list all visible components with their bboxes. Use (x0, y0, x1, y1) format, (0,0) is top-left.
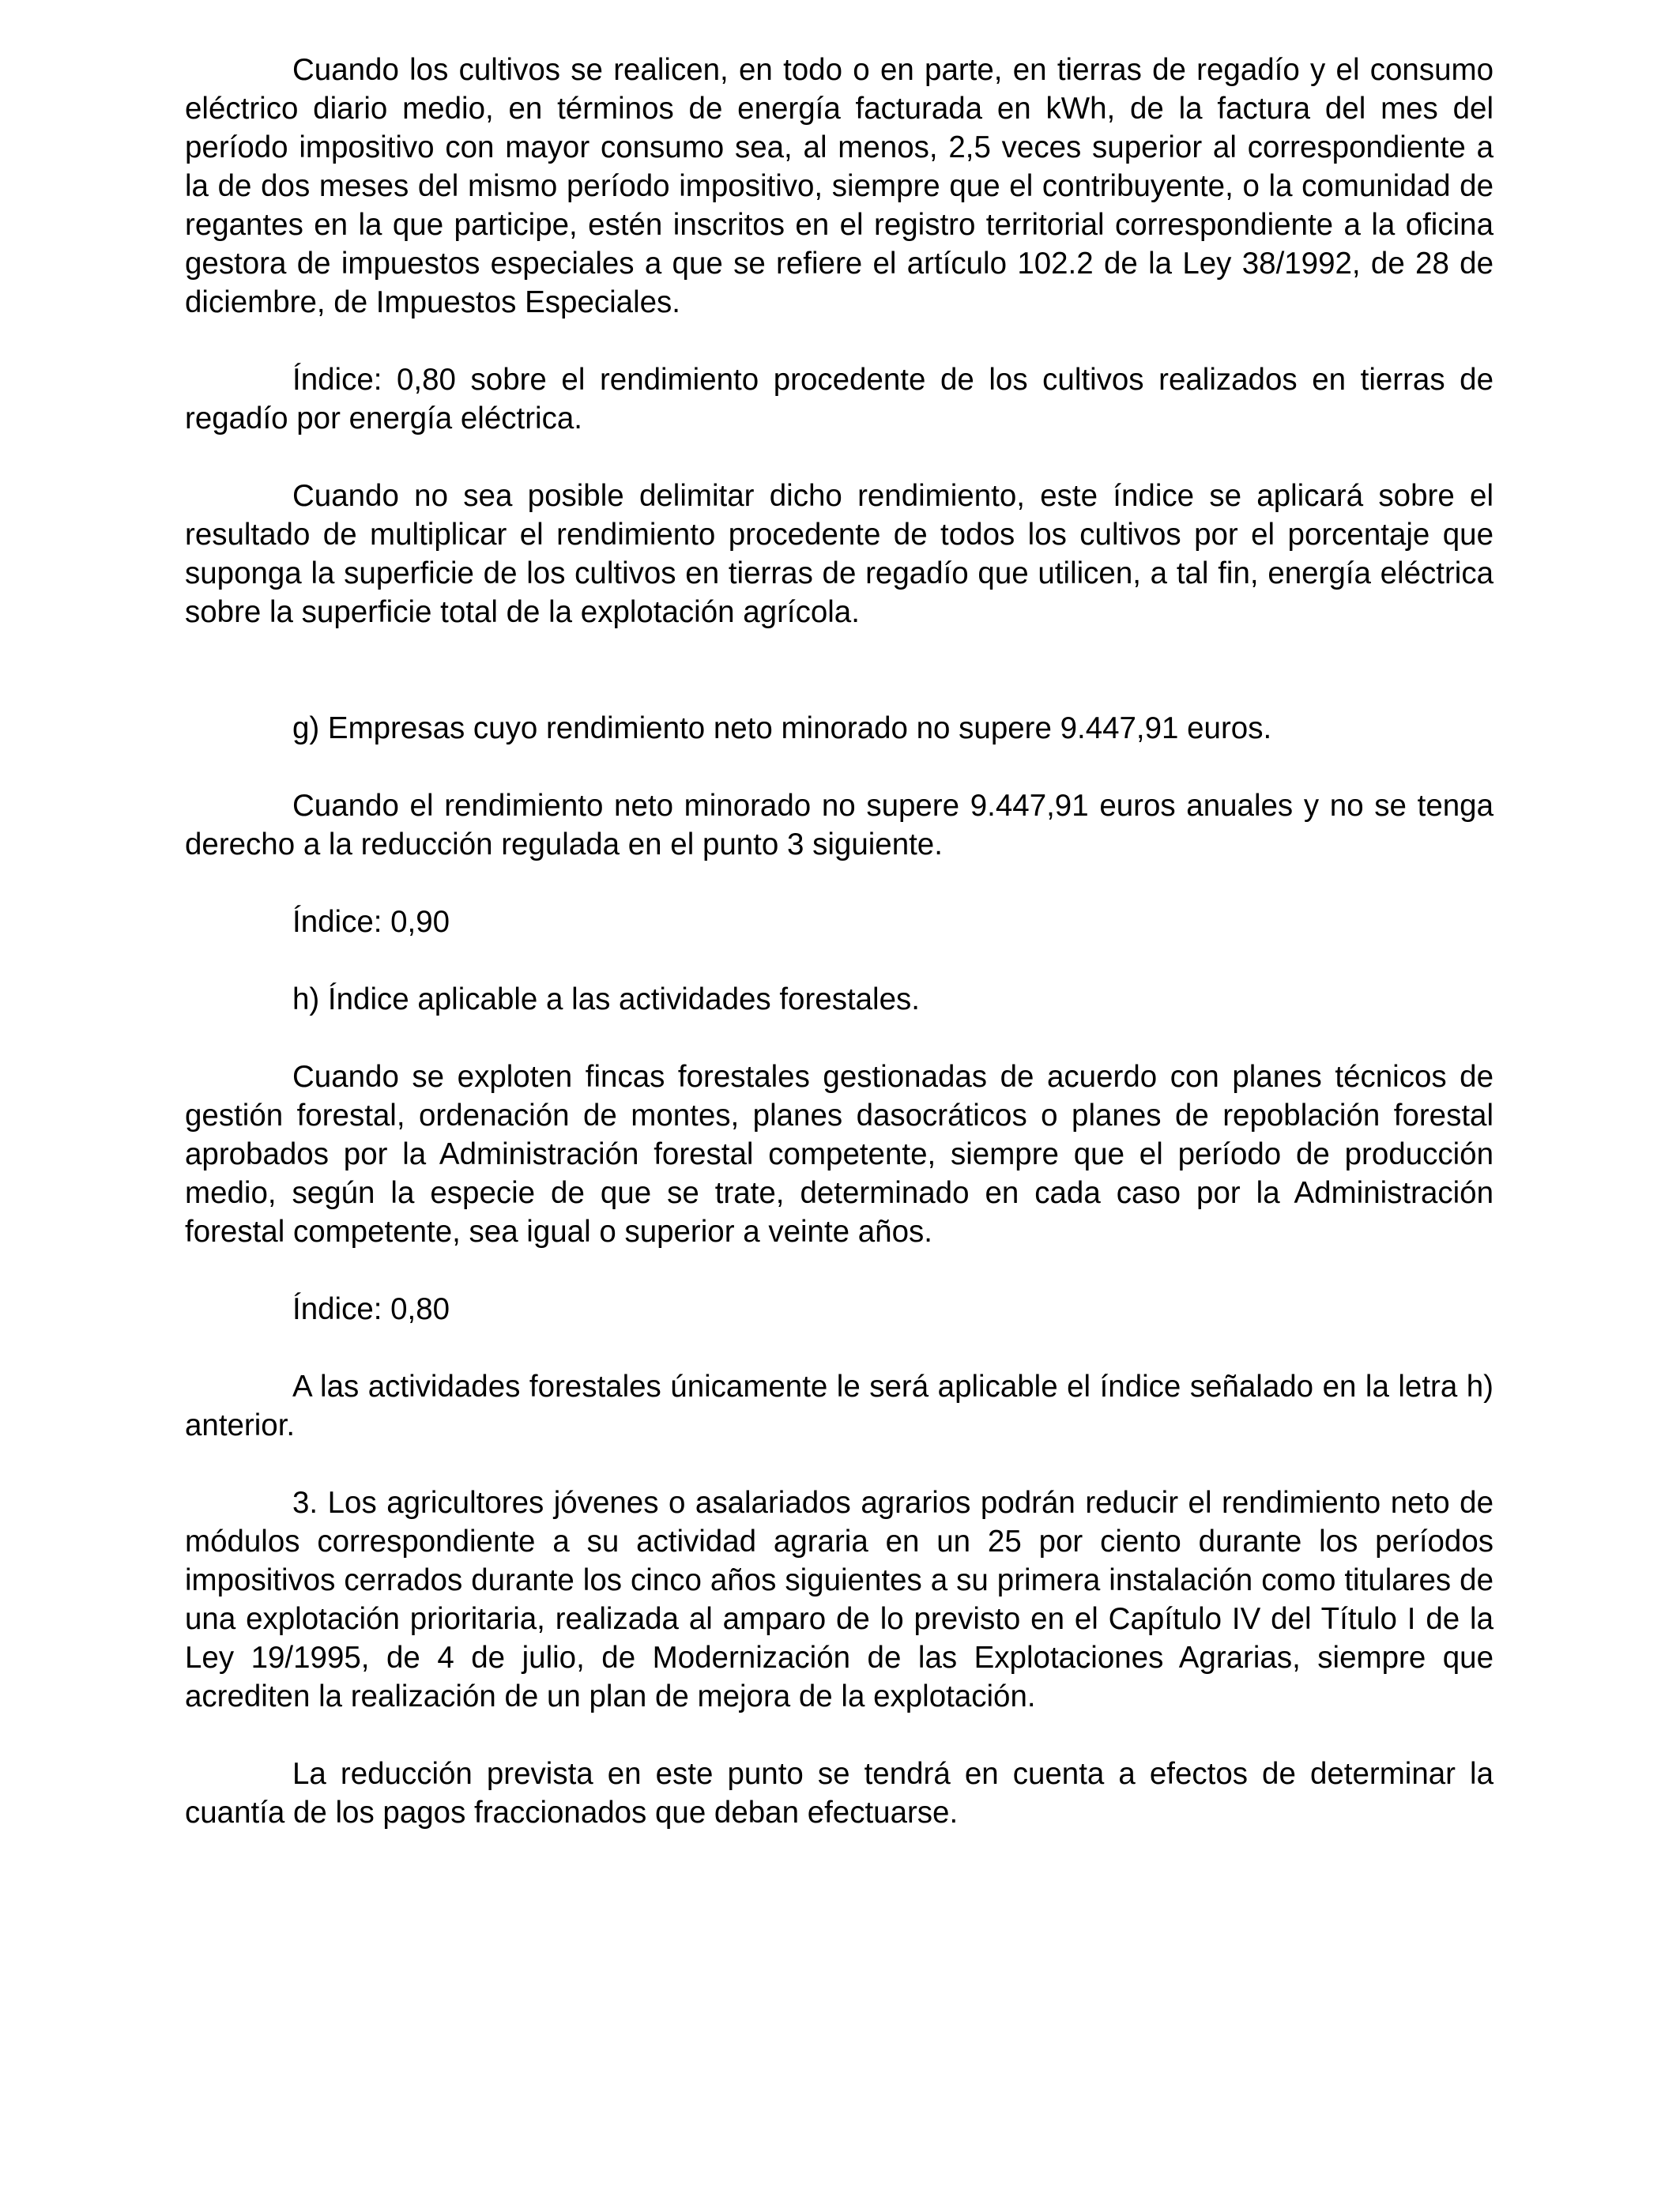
paragraph-fincas-forestales: Cuando se exploten fincas forestales gestionadas de acuerdo con planes técnicos de gestión forestal, ordenación de montes, planes dasocráticos o planes de repoblación forestal aprobados por la Administración forestal competente, siempre que el período de producción medio, según la especie de que se trate, determinado en cada caso por la Administración forestal competente, sea igual o superior a veinte años. (185, 1060, 1494, 1249)
paragraph-actividades-forestales: A las actividades forestales únicamente le será aplicable el índice señalado en la letra h) anterior. (185, 1370, 1494, 1442)
document-page (185, 51, 1494, 1871)
paragraph-rendimiento-neto: Cuando el rendimiento neto minorado no supere 9.447,91 euros anuales y no se tenga derecho a la reducción regulada en el punto 3 siguiente. (185, 789, 1494, 861)
indice-0-90: Índice: 0,90 (292, 905, 450, 939)
heading-g-empresas: g) Empresas cuyo rendimiento neto minorado no supere 9.447,91 euros. (292, 711, 1272, 745)
paragraph-indice-regadio: Índice: 0,80 sobre el rendimiento procedente de los cultivos realizados en tierras de regadío por energía eléctrica. (185, 363, 1494, 435)
heading-h-forestales: h) Índice aplicable a las actividades forestales. (292, 982, 920, 1016)
paragraph-reduccion-pagos: La reducción prevista en este punto se tendrá en cuenta a efectos de determinar la cuantía de los pagos fraccionados que deban efectuarse. (185, 1757, 1494, 1830)
paragraph-regadio-condiciones: Cuando los cultivos se realicen, en todo o en parte, en tierras de regadío y el consumo eléctrico diario medio, en términos de energía facturada en kWh, de la factura del mes del período impositivo con mayor consumo sea, al menos, 2,5 veces superior al correspondiente a la de dos meses del mismo período impositivo, siempre que el contribuyente, o la comunidad de regantes en la que participe, estén inscritos en el registro territorial correspondiente a la oficina gestora de impuestos especiales a que se refiere el artículo 102.2 de la Ley 38/1992, de 28 de diciembre, de Impuestos Especiales. (185, 53, 1494, 319)
paragraph-delimitar-rendimiento: Cuando no sea posible delimitar dicho rendimiento, este índice se aplicará sobre el resultado de multiplicar el rendimiento procedente de todos los cultivos por el porcentaje que suponga la superficie de los cultivos en tierras de regadío que utilicen, a tal fin, energía eléctrica sobre la superficie total de la explotación agrícola. (185, 479, 1494, 629)
paragraph-agricultores-jovenes: 3. Los agricultores jóvenes o asalariados agrarios podrán reducir el rendimiento neto de módulos correspondiente a su actividad agraria en un 25 por ciento durante los períodos impositivos cerrados durante los cinco años siguientes a su primera instalación como titulares de una explotación prioritaria, realizada al amparo de lo previsto en el Capítulo IV del Título I de la Ley 19/1995, de 4 de julio, de Modernización de las Explotaciones Agrarias, siempre que acrediten la realización de un plan de mejora de la explotación. (185, 1486, 1494, 1713)
indice-0-80: Índice: 0,80 (292, 1292, 450, 1326)
